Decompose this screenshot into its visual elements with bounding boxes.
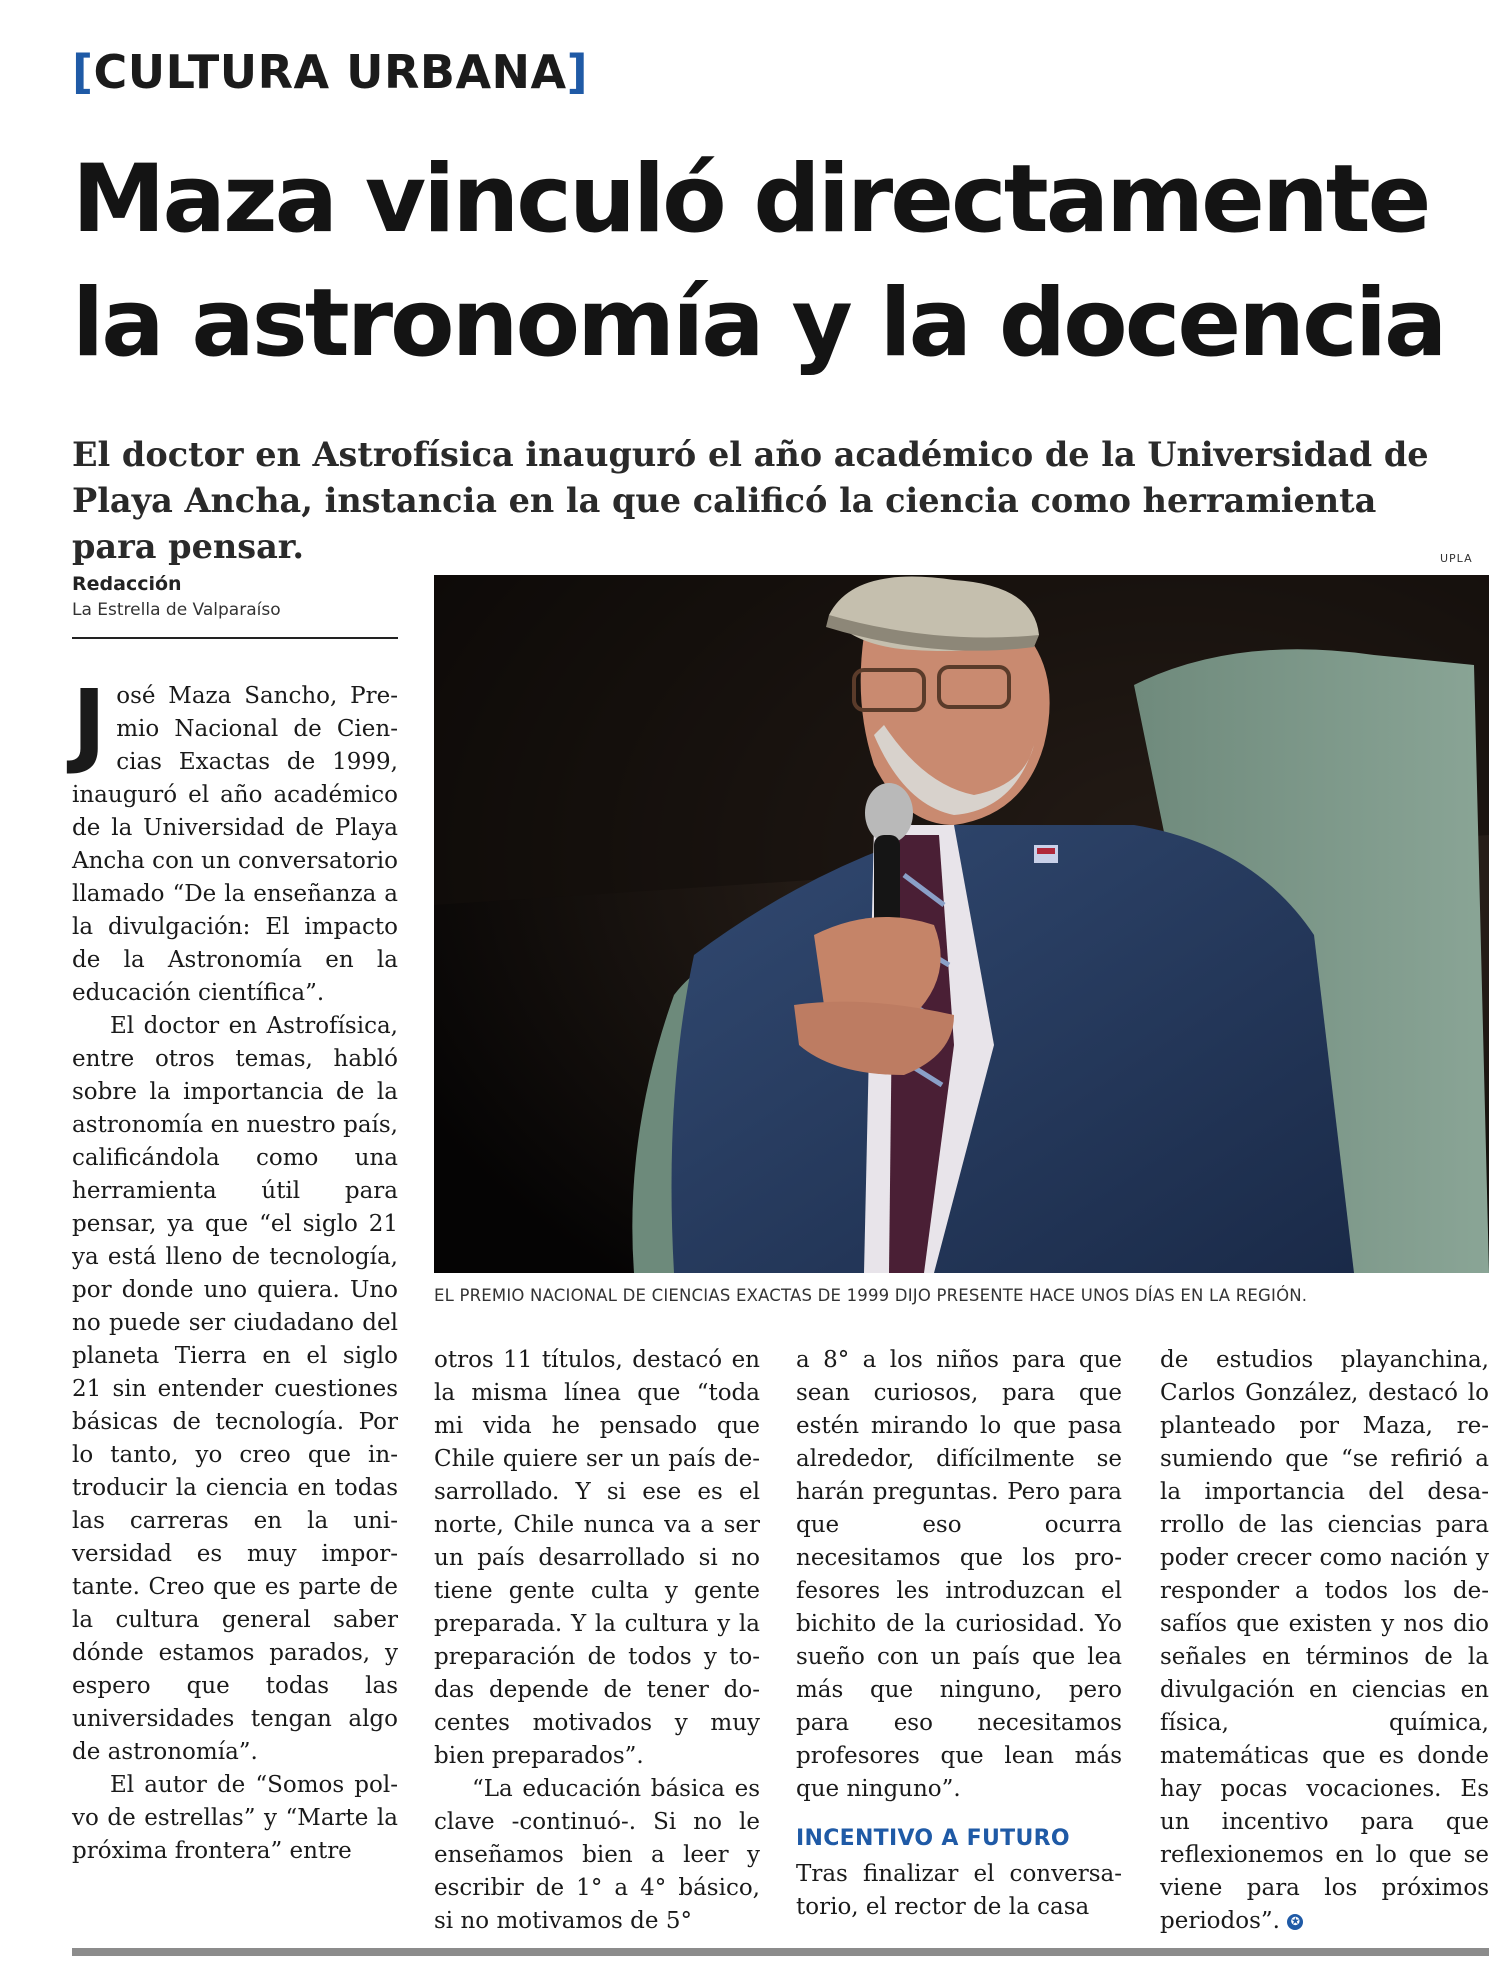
section-bracket-open: [ bbox=[72, 45, 94, 99]
article-column-1 bbox=[72, 670, 398, 1868]
paragraph-1 bbox=[72, 670, 398, 1010]
headline-line-2: la astronomía y la docencia bbox=[72, 269, 1445, 378]
photo-credit: UPLA bbox=[1440, 552, 1473, 565]
paragraph-5-continued bbox=[1160, 1344, 1489, 1938]
article-photo bbox=[434, 575, 1489, 1273]
end-mark-icon: ✪ bbox=[1287, 1914, 1303, 1930]
paragraph-4-continued: a 8° a los niños para que sean curiosos, para que estén mirando lo que pasa alrededor, difícilmente se harán preguntas. Pero para que eso ocurra necesitamos que los profesores les introduzcan el bichito de la curiosidad. Yo sueño con un país que lea más que ninguno, pero para eso necesitamos profesores que lean más que ninguno”. bbox=[796, 1347, 1122, 1802]
section-bracket-close: ] bbox=[566, 45, 589, 99]
byline-author: Redacción bbox=[72, 573, 182, 595]
article-column-4 bbox=[1160, 1344, 1489, 1938]
paragraph-4: “La educación básica es clave -continuó-. Si no le enseñamos bien a leer y escribir de 1° a 4° básico, si no motivamos de 5° bbox=[434, 1776, 760, 1934]
section-subheading: INCENTIVO A FUTURO bbox=[796, 1826, 1070, 1851]
byline-publication: La Estrella de Valparaíso bbox=[72, 600, 281, 620]
section-tag bbox=[72, 44, 588, 100]
drop-cap: J bbox=[72, 670, 107, 777]
page-bottom-rule bbox=[72, 1948, 1489, 1956]
article-column-3 bbox=[796, 1344, 1122, 1924]
paragraph-3: El autor de “Somos polvo de estrellas” y “Marte la próxima frontera” entre bbox=[72, 1772, 398, 1864]
subheadline: El doctor en Astrofísica inauguró el año académico de la Universidad de Playa Ancha, instancia en la que calificó la ciencia como herramienta para pensar. bbox=[72, 435, 1429, 566]
photo-caption: EL PREMIO NACIONAL DE CIENCIAS EXACTAS DE 1999 DIJO PRESENTE HACE UNOS DÍAS EN LA REGIÓN. bbox=[434, 1286, 1308, 1305]
paragraph-5: Tras finalizar el conversatorio, el rector de la casa bbox=[796, 1861, 1122, 1920]
paragraph-3-continued: otros 11 títulos, destacó en la misma línea que “toda mi vida he pensado que Chile quiere ser un país desarrollado. Y si ese es el norte, Chile nunca va a ser un país desarrollado si no tiene gente culta y gente preparada. Y la cultura y la preparación de todos y todas depende de tener docentes motivados y muy bien preparados”. bbox=[434, 1347, 760, 1769]
article-column-2 bbox=[434, 1344, 760, 1938]
headline-line-1: Maza vinculó directamente bbox=[72, 145, 1429, 254]
paragraph-1-text: osé Maza Sancho, Premio Nacional de Ciencias Exactas de 1999, inauguró el año académico de la Universidad de Playa Ancha con un conversatorio llamado “De la enseñanza a la divulgación: El impacto de la Astronomía en la educación científica”. bbox=[72, 683, 398, 1006]
paragraph-2: El doctor en Astrofísica, entre otros temas, habló sobre la importancia de la astronomía en nuestro país, calificándola como una herramienta útil para pensar, ya que “el siglo 21 ya está lleno de tecnología, por donde uno quiera. Uno no puede ser ciudadano del planeta Tierra en el siglo 21 sin entender cuestiones básicas de tecnología. Por lo tanto, yo creo que introducir la ciencia en todas las carreras en la universidad es muy importante. Creo que es parte de la cultura general saber dónde estamos parados, y espero que todas las universidades tengan algo de astronomía”. bbox=[72, 1013, 398, 1765]
section-label: CULTURA URBANA bbox=[93, 45, 567, 99]
headline bbox=[72, 138, 1472, 386]
paragraph-5-continued-text: de estudios playanchina, Carlos González, destacó lo planteado por Maza, resumiendo que “se refirió a la importancia del desarrollo de las ciencias para poder crecer como nación y responder a todos los desafíos que existen y nos dio señales en términos de la divulgación en ciencias en física, química, matemáticas que es donde hay pocas vocaciones. Es un incentivo para que reflexionemos en lo que se viene para los próximos periodos”. bbox=[1160, 1347, 1489, 1934]
byline-divider bbox=[72, 637, 398, 639]
